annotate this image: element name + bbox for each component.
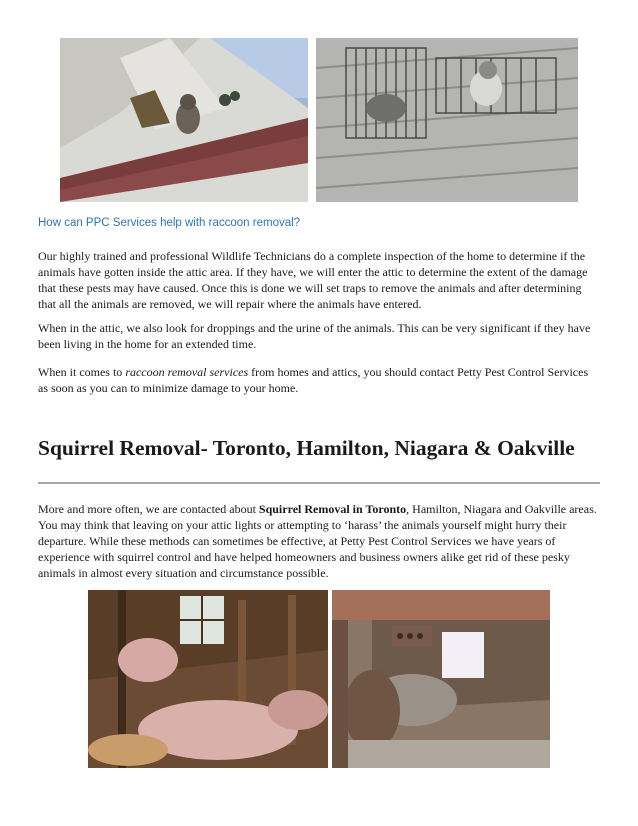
attic-insulation-photo	[88, 590, 328, 768]
raccoon-paragraph-3: When it comes to raccoon removal services from homes and attics, you should contact Petty Pest Control Services as soon as you can to minimize damage to your home.	[38, 365, 589, 395]
raccoon-subheading: How can PPC Services help with raccoon removal?	[38, 217, 301, 229]
raccoon-paragraph-2: When in the attic, we also look for droppings and the urine of the animals. This can be very significant if they have been living in the home for an extended time.	[38, 321, 591, 351]
heading-divider	[38, 482, 600, 484]
raccoon-paragraph-1: Our highly trained and professional Wildlife Technicians do a complete inspection of the home to determine if the animals have gotten inside the attic area. If they have, we will enter the attic to determine the extent of the damage that these pests may have caused. Once this is done we will set traps to remove the animals and after determining that all the animals are removed, we will repair where the animals have entered.	[38, 249, 588, 311]
squirrel-heading: Squirrel Removal- Toronto, Hamilton, Niagara & Oakville	[38, 436, 575, 460]
raccoon-removal-services-link[interactable]: raccoon removal services	[125, 365, 249, 379]
raccoon-trap-photo	[316, 38, 578, 202]
squirrel-in-attic-photo	[332, 590, 550, 768]
raccoon-on-roof-photo	[60, 38, 308, 202]
squirrel-paragraph: More and more often, we are contacted about Squirrel Removal in Toronto, Hamilton, Niagara and Oakville areas. You may think that leaving on your attic lights or attempting to ‘harass’ the animals yourself might hurry their departure. While these methods can sometimes be effective, at Petty Pest Control Services we have years of experience with squirrel control and have helped homeowners and business owners alike get rid of these pesky animals in almost every situation and circumstance possible.	[38, 502, 597, 580]
squirrel-removal-toronto-bold: Squirrel Removal in Toronto	[258, 502, 407, 516]
